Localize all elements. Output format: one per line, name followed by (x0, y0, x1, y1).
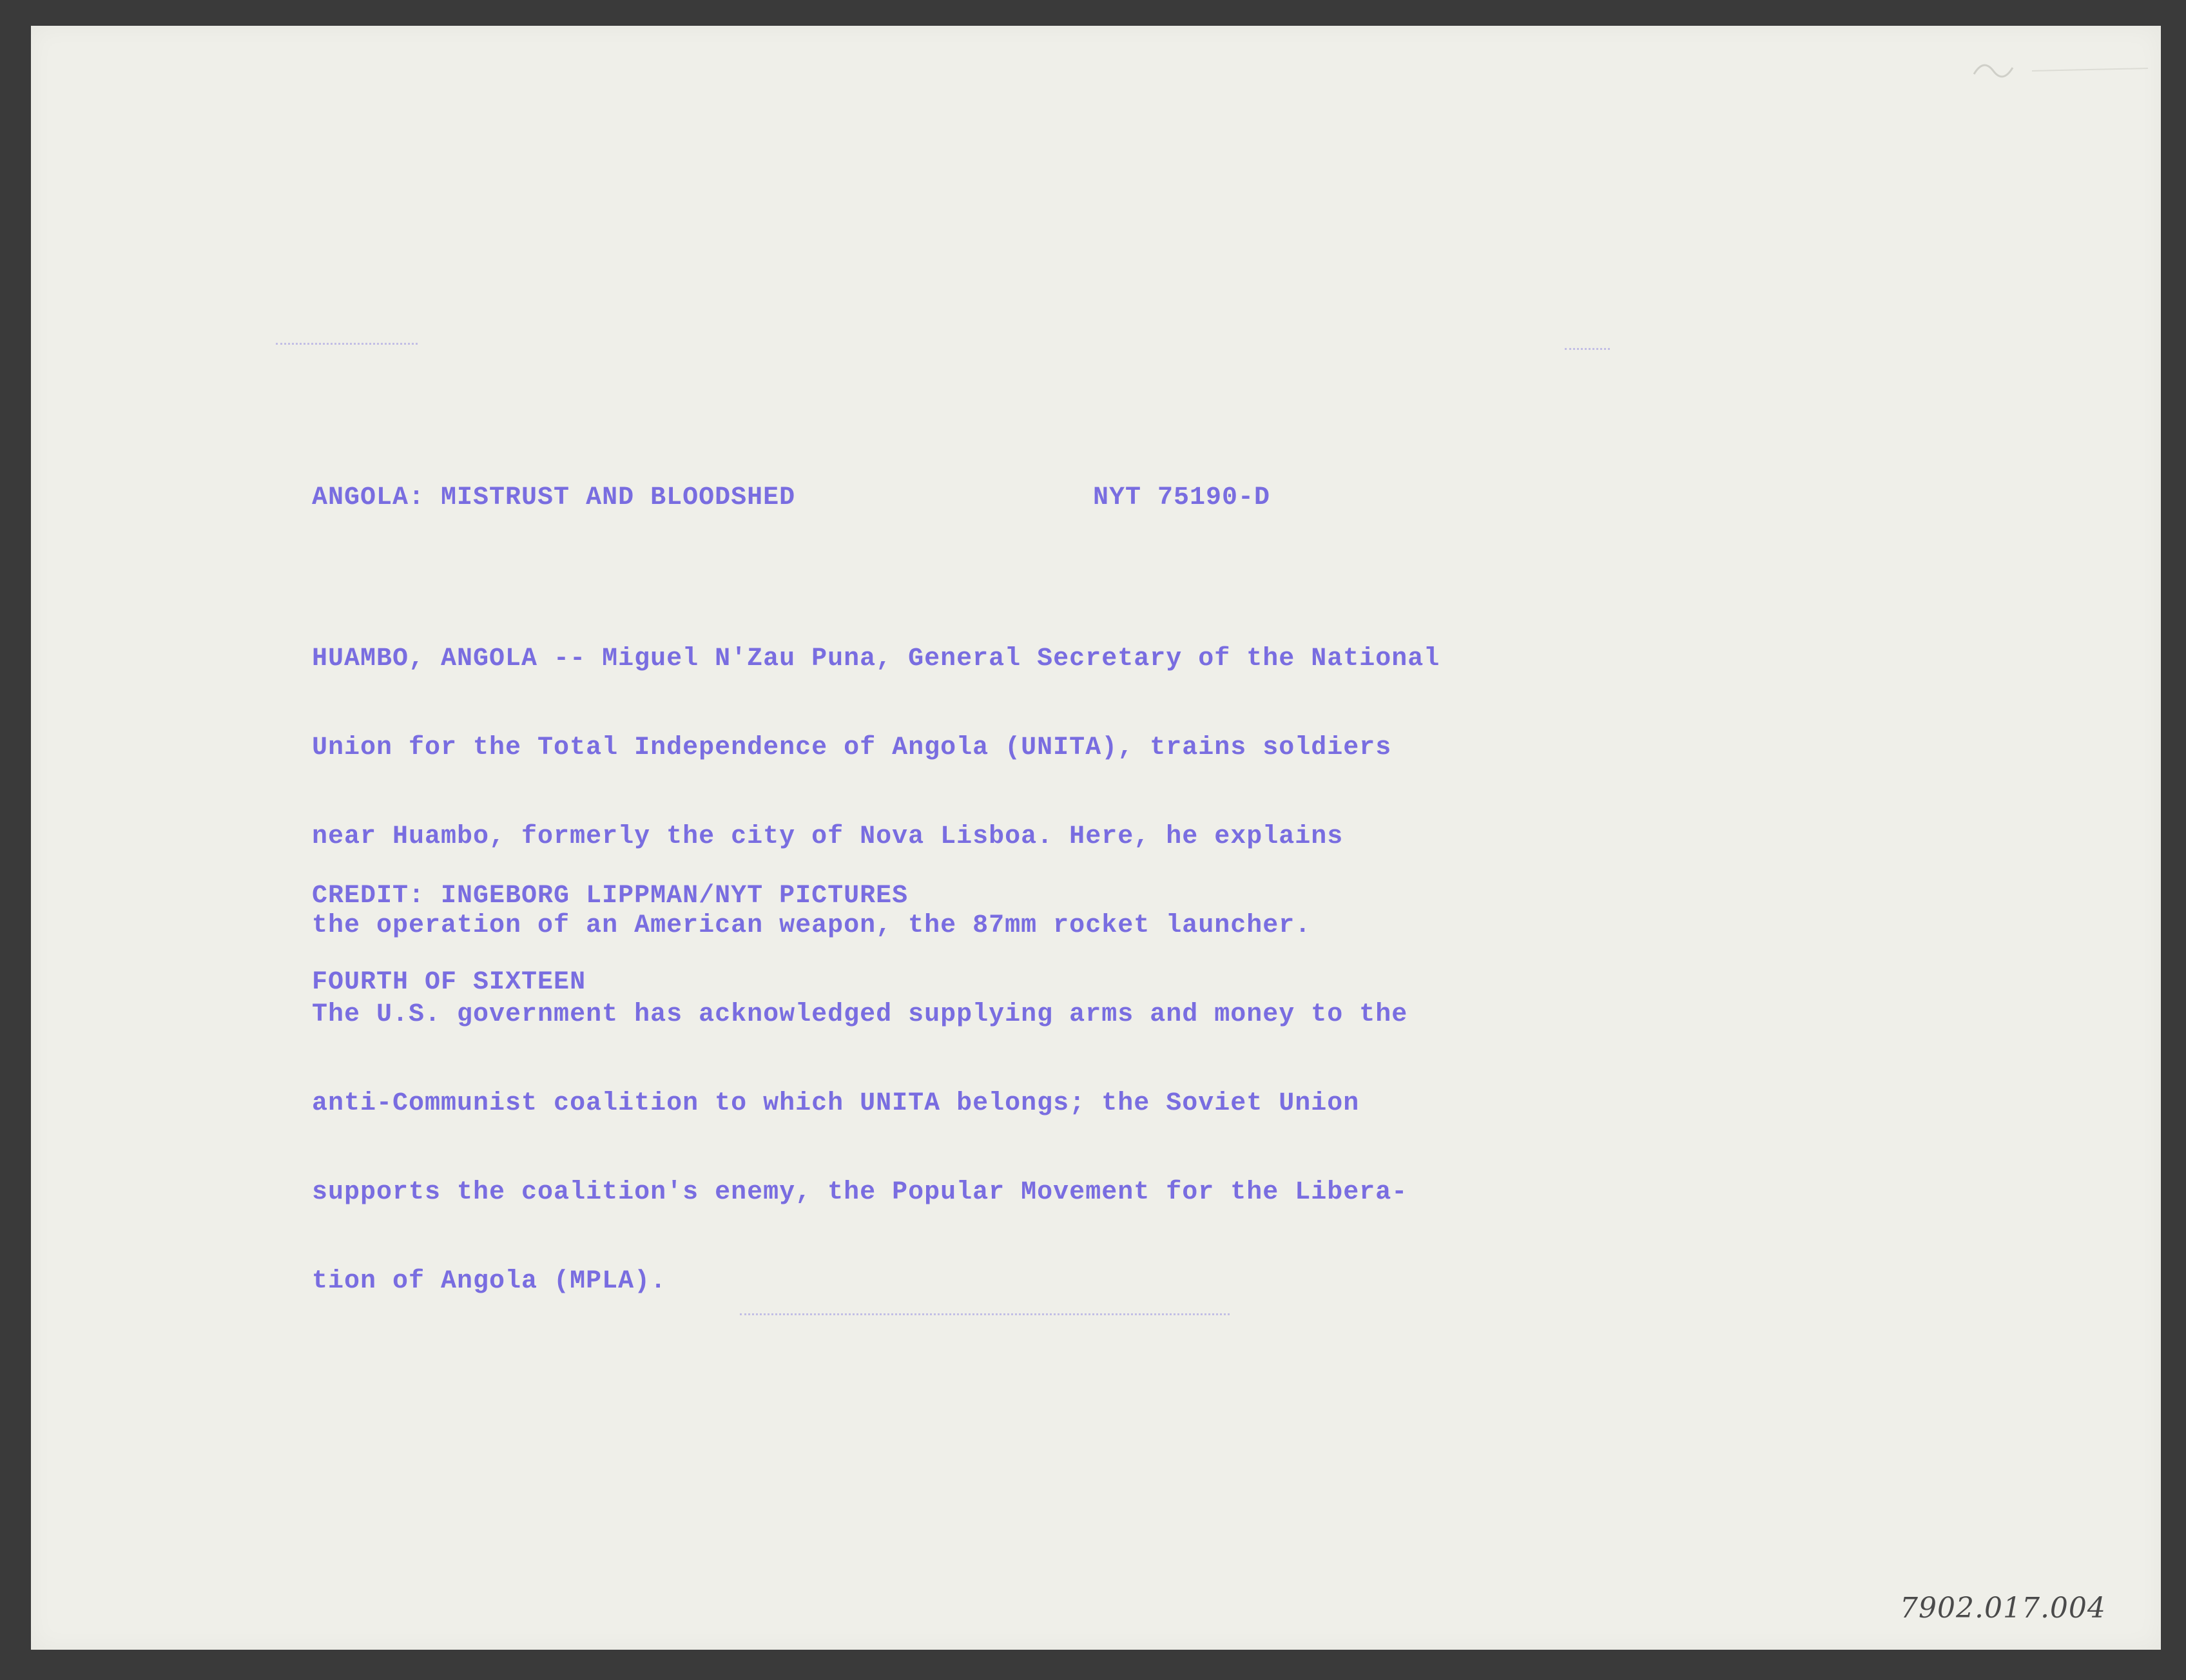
caption-line: near Huambo, formerly the city of Nova Lisboa. Here, he explains (312, 822, 1344, 851)
caption-line: Union for the Total Independence of Angola (UNITA), trains soldiers (312, 733, 1392, 762)
caption-line: HUAMBO, ANGOLA -- Miguel N'Zau Puna, General Secretary of the National (312, 644, 1440, 673)
faint-dotted-mark-top (276, 343, 418, 347)
caption-line: The U.S. government has acknowledged supplying arms and money to the (312, 1000, 1408, 1029)
sequence-label: FOURTH OF SIXTEEN (312, 968, 586, 997)
faint-dotted-mark-top-right (1565, 348, 1610, 352)
headline: ANGOLA: MISTRUST AND BLOODSHED (312, 483, 796, 512)
caption-line: tion of Angola (MPLA). (312, 1267, 667, 1296)
caption-line: the operation of an American weapon, the 87mm rocket launcher. (312, 911, 1311, 940)
caption-line: supports the coalition's enemy, the Popular Movement for the Libera- (312, 1178, 1408, 1207)
photo-back-paper (31, 26, 2161, 1650)
archive-number: 7902.017.004 (1900, 1592, 2106, 1625)
caption-line: anti-Communist coalition to which UNITA belongs; the Soviet Union (312, 1089, 1360, 1118)
corner-faint-marking (1961, 52, 2154, 84)
reference-code: NYT 75190-D (1093, 483, 1271, 512)
photo-credit: CREDIT: INGEBORG LIPPMAN/NYT PICTURES (312, 882, 909, 911)
